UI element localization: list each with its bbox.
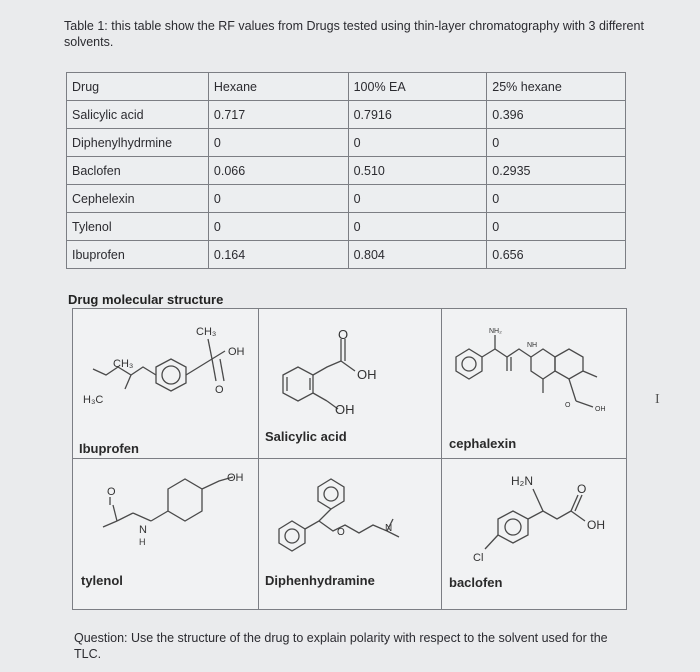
ibuprofen-structure	[83, 326, 245, 406]
cell-hexane: 0	[208, 213, 348, 241]
question-text: Question: Use the structure of the drug to explain polarity with respect to the solvent used for the TLC.	[74, 631, 608, 661]
cell-25-hexane: 0	[487, 185, 626, 213]
cell-drug: Baclofen	[67, 157, 209, 185]
label-salicylic-acid: Salicylic acid	[265, 429, 347, 444]
header-ea: 100% EA	[348, 73, 487, 101]
ibuprofen-oh: OH	[228, 346, 245, 358]
baclofen-o: O	[577, 482, 587, 496]
cephalexin-nh: NH	[527, 342, 538, 349]
table-row	[67, 241, 626, 269]
cell-hexane: 0.066	[208, 157, 348, 185]
ibuprofen-o: O	[215, 384, 224, 396]
rf-values-table	[66, 72, 626, 269]
cell-drug: Diphenylhydrmine	[67, 129, 209, 157]
cephalexin-o: O	[565, 402, 571, 409]
table-row	[67, 157, 626, 185]
cell-drug: Ibuprofen	[67, 241, 209, 269]
baclofen-cl: Cl	[473, 552, 484, 564]
cephalexin-oh: OH	[595, 406, 606, 413]
cell-drug: Cephelexin	[67, 185, 209, 213]
table-row	[67, 101, 626, 129]
ibuprofen-h3c: H₃C	[83, 394, 104, 406]
label-ibuprofen: Ibuprofen	[79, 441, 139, 456]
cell-ea: 0	[348, 213, 487, 241]
tylenol-n: N	[139, 524, 147, 536]
cell-ea: 0.7916	[348, 101, 487, 129]
cell-ea: 0	[348, 129, 487, 157]
tylenol-oh: OH	[227, 472, 244, 484]
baclofen-structure	[473, 474, 605, 564]
label-tylenol: tylenol	[81, 573, 123, 588]
diphenhydramine-o: O	[337, 527, 345, 538]
table-header-row	[67, 73, 626, 101]
structure-grid	[72, 308, 627, 610]
header-hexane: Hexane	[208, 73, 348, 101]
salicylic-oh-phenol: OH	[335, 402, 355, 417]
table-row	[67, 213, 626, 241]
header-25-hexane: 25% hexane	[487, 73, 626, 101]
cell-ea: 0.510	[348, 157, 487, 185]
table-caption: Table 1: this table show the RF values from Drugs tested using thin-layer chromatography with 3 different solvents.	[64, 19, 644, 49]
table-row	[67, 185, 626, 213]
diphenhydramine-n: N	[385, 523, 393, 534]
tylenol-structure	[103, 472, 244, 547]
cell-hexane: 0.717	[208, 101, 348, 129]
diphenhydramine-structure	[279, 479, 399, 551]
baclofen-oh: OH	[587, 518, 605, 532]
label-diphenhydramine: Diphenhydramine	[265, 573, 375, 588]
structures-title: Drug molecular structure	[68, 292, 224, 307]
header-drug: Drug	[67, 73, 209, 101]
cell-ea: 0.804	[348, 241, 487, 269]
label-baclofen: baclofen	[449, 575, 503, 590]
cell-hexane: 0.164	[208, 241, 348, 269]
tylenol-h: H	[139, 537, 146, 547]
cell-25-hexane: 0.656	[487, 241, 626, 269]
cell-ea: 0	[348, 185, 487, 213]
label-cephalexin: cephalexin	[449, 436, 517, 451]
cell-hexane: 0	[208, 129, 348, 157]
cell-25-hexane: 0	[487, 129, 626, 157]
cell-25-hexane: 0.396	[487, 101, 626, 129]
salicylic-o: O	[338, 327, 349, 342]
text-cursor-icon: I	[655, 392, 660, 407]
cell-25-hexane: 0.2935	[487, 157, 626, 185]
ibuprofen-ch3-top: CH₃	[196, 326, 217, 338]
baclofen-h2n: H₂N	[511, 474, 533, 488]
salicylic-oh-acid: OH	[357, 367, 377, 382]
cell-25-hexane: 0	[487, 213, 626, 241]
cell-drug: Tylenol	[67, 213, 209, 241]
cephalexin-nh2: NH₂	[489, 328, 502, 335]
table-row	[67, 129, 626, 157]
salicylic-acid-structure	[283, 327, 377, 417]
cell-drug: Salicylic acid	[67, 101, 209, 129]
ibuprofen-ch3-left: CH₃	[113, 358, 134, 370]
tylenol-o: O	[107, 486, 116, 498]
cell-hexane: 0	[208, 185, 348, 213]
cephalexin-structure	[456, 328, 606, 413]
molecule-drawings	[73, 309, 626, 609]
